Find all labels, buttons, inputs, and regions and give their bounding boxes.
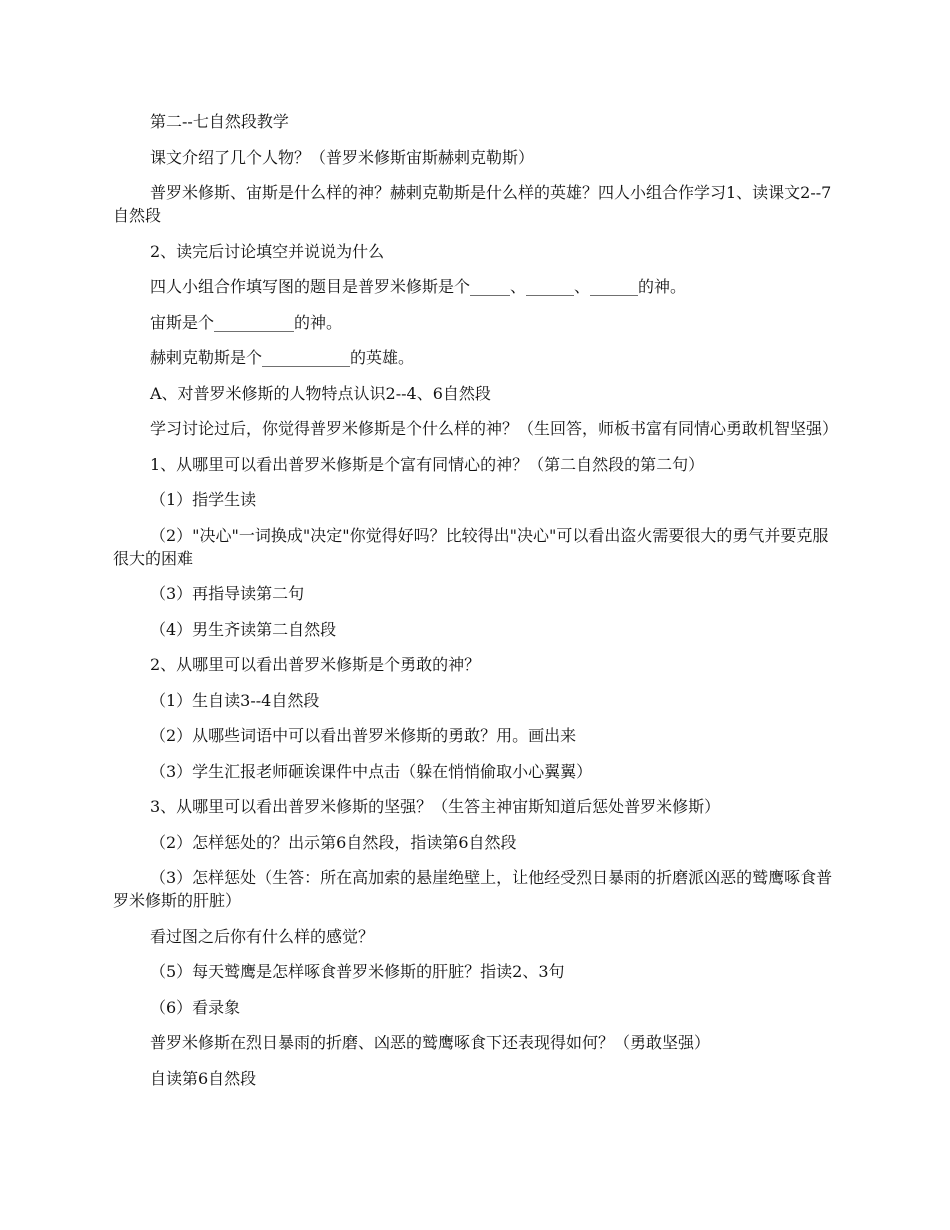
paragraph: 学习讨论过后，你觉得普罗米修斯是个什么样的神？（生回答，师板书富有同情心勇敢机智坚强）	[150, 419, 839, 438]
paragraph: 2、从哪里可以看出普罗米修斯是个勇敢的神？	[150, 655, 481, 674]
paragraph: 2、读完后讨论填空并说说为什么	[150, 241, 385, 261]
paragraph: （6）看录象	[150, 997, 241, 1017]
paragraph: 宙斯是个__________的神。	[150, 312, 343, 332]
paragraph: 第二--七自然段教学	[150, 112, 289, 131]
paragraph: （2）"决心"一词换成"决定"你觉得好吗？比较得出"决心"可以看出盗火需要很大的勇气并要克服很大的困难	[113, 525, 829, 568]
paragraph: （1）生自读3--4自然段	[150, 690, 320, 710]
paragraph: 看过图之后你有什么样的感觉？	[150, 926, 375, 946]
paragraph: （3）怎样惩处（生答：所在高加索的悬崖绝壁上，让他经受烈日暴雨的折磨派凶恶的鹫鹰啄食普罗米修斯的肝脏）	[113, 868, 833, 910]
paragraph: 赫剌克勒斯是个___________的英雄。	[150, 348, 415, 367]
paragraph: 普罗米修斯、宙斯是什么样的神？赫剌克勒斯是什么样的英雄？四人小组合作学习1、读课文2--7自然段	[113, 183, 832, 225]
document-body	[113, 110, 843, 1102]
paragraph: （3）学生汇报老师砸诶课件中点击（躲在悄悄偷取小心翼翼）	[150, 761, 593, 781]
paragraph: 普罗米修斯在烈日暴雨的折磨、凶恶的鹫鹰啄食下还表现得如何？（勇敢坚强）	[150, 1033, 711, 1052]
paragraph: A、对普罗米修斯的人物特点认识2--4、6自然段	[150, 383, 491, 403]
paragraph: （4）男生齐读第二自然段	[150, 619, 337, 639]
paragraph: 四人小组合作填写图的题目是普罗米修斯是个_____、______、______的神。	[150, 277, 687, 296]
paragraph: 课文介绍了几个人物？（普罗米修斯宙斯赫剌克勒斯）	[150, 147, 535, 167]
paragraph: （1）指学生读	[150, 490, 257, 509]
paragraph: （3）再指导读第二句	[150, 584, 305, 603]
paragraph: 自读第6自然段	[150, 1068, 257, 1088]
paragraph: 1、从哪里可以看出普罗米修斯是个富有同情心的神？（第二自然段的第二句）	[150, 454, 705, 474]
paragraph: （2）从哪些词语中可以看出普罗米修斯的勇敢？用。画出来	[150, 726, 577, 745]
paragraph: （5）每天鹫鹰是怎样啄食普罗米修斯的肝脏？指读2、3句	[150, 962, 565, 981]
paragraph: （2）怎样惩处的？出示第6自然段，指读第6自然段	[150, 832, 517, 852]
paragraph: 3、从哪里可以看出普罗米修斯的坚强？（生答主神宙斯知道后惩处普罗米修斯）	[150, 797, 721, 816]
